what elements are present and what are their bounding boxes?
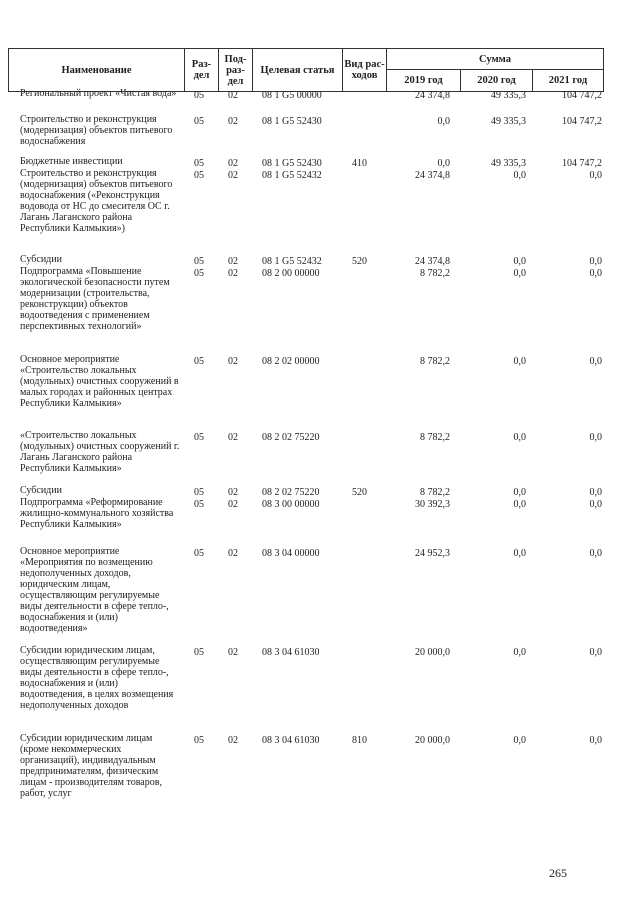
row-razdel: 05 — [194, 647, 204, 658]
row-sum-2021: 0,0 — [589, 647, 602, 658]
table-header — [8, 48, 604, 92]
row-vid: 520 — [352, 256, 367, 267]
row-sum-2019: 8 782,2 — [420, 487, 450, 498]
row-sum-2020: 49 335,3 — [491, 158, 526, 169]
row-sum-2020: 0,0 — [513, 735, 526, 746]
row-sum-2020: 49 335,3 — [491, 90, 526, 101]
row-name: Подпрограмма «Реформирование жилищно-коммунального хозяйства Республики Калмыкия» — [20, 497, 174, 530]
row-podrazdel: 02 — [228, 432, 238, 443]
row-sum-2020: 0,0 — [513, 170, 526, 181]
row-razdel: 05 — [194, 170, 204, 181]
row-razdel: 05 — [194, 116, 204, 127]
row-sum-2021: 104 747,2 — [562, 90, 602, 101]
row-sum-2019: 24 952,3 — [415, 548, 450, 559]
row-sum-2021: 0,0 — [589, 432, 602, 443]
row-sum-2020: 0,0 — [513, 268, 526, 279]
header-2020: 2020 год — [461, 69, 533, 91]
row-name: Строительство и реконструкция (модернизация) объектов питьевого водоснабжения — [20, 114, 173, 147]
row-sum-2019: 30 392,3 — [415, 499, 450, 510]
row-podrazdel: 02 — [228, 256, 238, 267]
row-sum-2020: 0,0 — [513, 499, 526, 510]
row-sum-2021: 0,0 — [589, 268, 602, 279]
row-name: Региональный проект «Чистая вода» — [20, 88, 177, 99]
row-vid: 520 — [352, 487, 367, 498]
row-vid: 810 — [352, 735, 367, 746]
row-target: 08 1 G5 52430 — [262, 116, 322, 127]
row-razdel: 05 — [194, 735, 204, 746]
row-sum-2020: 0,0 — [513, 356, 526, 367]
row-sum-2019: 8 782,2 — [420, 268, 450, 279]
row-sum-2019: 0,0 — [437, 158, 450, 169]
header-2021: 2021 год — [533, 69, 603, 91]
row-sum-2020: 0,0 — [513, 647, 526, 658]
row-sum-2021: 0,0 — [589, 548, 602, 559]
row-target: 08 2 00 00000 — [262, 268, 320, 279]
row-razdel: 05 — [194, 90, 204, 101]
row-sum-2019: 8 782,2 — [420, 356, 450, 367]
row-sum-2019: 24 374,8 — [415, 256, 450, 267]
row-target: 08 1 G5 52430 — [262, 158, 322, 169]
page-number: 265 — [549, 866, 567, 880]
header-2019: 2019 год — [387, 69, 461, 91]
row-name: Субсидии — [20, 485, 62, 496]
row-sum-2021: 0,0 — [589, 256, 602, 267]
row-razdel: 05 — [194, 487, 204, 498]
row-name: Бюджетные инвестиции — [20, 156, 123, 167]
row-sum-2019: 20 000,0 — [415, 647, 450, 658]
row-sum-2020: 0,0 — [513, 548, 526, 559]
row-razdel: 05 — [194, 256, 204, 267]
row-razdel: 05 — [194, 158, 204, 169]
row-sum-2019: 0,0 — [437, 116, 450, 127]
row-name: Основное мероприятие «Мероприятия по возмещению недополученных доходов, юридическим лицам, осуществляющим регулируемые виды деятельности в сфере тепло-, водоснабжения и (или) водоотведения» — [20, 546, 169, 634]
row-razdel: 05 — [194, 432, 204, 443]
header-razdel: Раз- дел — [185, 49, 219, 91]
row-target: 08 1 G5 52432 — [262, 170, 322, 181]
row-sum-2021: 104 747,2 — [562, 158, 602, 169]
row-name: Основное мероприятие «Строительство локальных (модульных) очистных сооружений в малых городах и районных центрах Республики Калмыкия» — [20, 354, 179, 409]
row-target: 08 3 04 61030 — [262, 735, 320, 746]
row-razdel: 05 — [194, 548, 204, 559]
row-sum-2021: 0,0 — [589, 487, 602, 498]
header-sum: Сумма — [479, 53, 511, 65]
row-target: 08 1 G5 52432 — [262, 256, 322, 267]
row-sum-2020: 49 335,3 — [491, 116, 526, 127]
row-sum-2021: 0,0 — [589, 499, 602, 510]
row-razdel: 05 — [194, 356, 204, 367]
row-sum-2019: 24 374,8 — [415, 170, 450, 181]
row-name: Субсидии — [20, 254, 62, 265]
row-name: «Строительство локальных (модульных) очистных сооружений г. Лагань Лаганского района Республики Калмыкия» — [20, 430, 180, 474]
row-name: Субсидии юридическим лицам (кроме некоммерческих организаций), индивидуальным предпринимателям, физическим лицам - производителям товаров, работ, услуг — [20, 733, 162, 799]
row-podrazdel: 02 — [228, 735, 238, 746]
row-vid: 410 — [352, 158, 367, 169]
row-podrazdel: 02 — [228, 158, 238, 169]
row-sum-2020: 0,0 — [513, 256, 526, 267]
row-podrazdel: 02 — [228, 356, 238, 367]
row-sum-2021: 0,0 — [589, 170, 602, 181]
row-sum-2021: 104 747,2 — [562, 116, 602, 127]
header-target: Целевая статья — [253, 49, 343, 91]
row-target: 08 3 00 00000 — [262, 499, 320, 510]
row-name: Субсидии юридическим лицам, осуществляющим регулируемые виды деятельности в сфере тепло-, водоснабжения и (или) водоотведения, в целях возмещения недополученных доходов — [20, 645, 174, 711]
header-vid: Вид рас- ходов — [343, 49, 387, 91]
row-sum-2019: 20 000,0 — [415, 735, 450, 746]
row-podrazdel: 02 — [228, 116, 238, 127]
row-sum-2019: 24 374,8 — [415, 90, 450, 101]
row-sum-2021: 0,0 — [589, 735, 602, 746]
row-target: 08 1 G5 00000 — [262, 90, 322, 101]
row-target: 08 2 02 75220 — [262, 432, 320, 443]
row-sum-2019: 8 782,2 — [420, 432, 450, 443]
row-razdel: 05 — [194, 268, 204, 279]
row-target: 08 2 02 75220 — [262, 487, 320, 498]
row-podrazdel: 02 — [228, 548, 238, 559]
row-name: Подпрограмма «Повышение экологической безопасности путем модернизации (строительства, реконструкции) объектов водоотведения с применением перспективных технологий» — [20, 266, 170, 332]
row-name: Строительство и реконструкция (модернизация) объектов питьевого водоснабжения («Реконструкция водовода от НС до смесителя ОС г. Лагань Лаганского района Республики Калмыкия») — [20, 168, 173, 234]
row-sum-2020: 0,0 — [513, 432, 526, 443]
row-target: 08 2 02 00000 — [262, 356, 320, 367]
row-podrazdel: 02 — [228, 499, 238, 510]
row-razdel: 05 — [194, 499, 204, 510]
row-podrazdel: 02 — [228, 90, 238, 101]
row-podrazdel: 02 — [228, 647, 238, 658]
row-sum-2020: 0,0 — [513, 487, 526, 498]
row-podrazdel: 02 — [228, 170, 238, 181]
row-sum-2021: 0,0 — [589, 356, 602, 367]
row-target: 08 3 04 61030 — [262, 647, 320, 658]
row-podrazdel: 02 — [228, 487, 238, 498]
row-target: 08 3 04 00000 — [262, 548, 320, 559]
row-podrazdel: 02 — [228, 268, 238, 279]
header-podrazdel: Под- раз- дел — [219, 49, 253, 91]
header-name: Наименование — [9, 49, 185, 91]
